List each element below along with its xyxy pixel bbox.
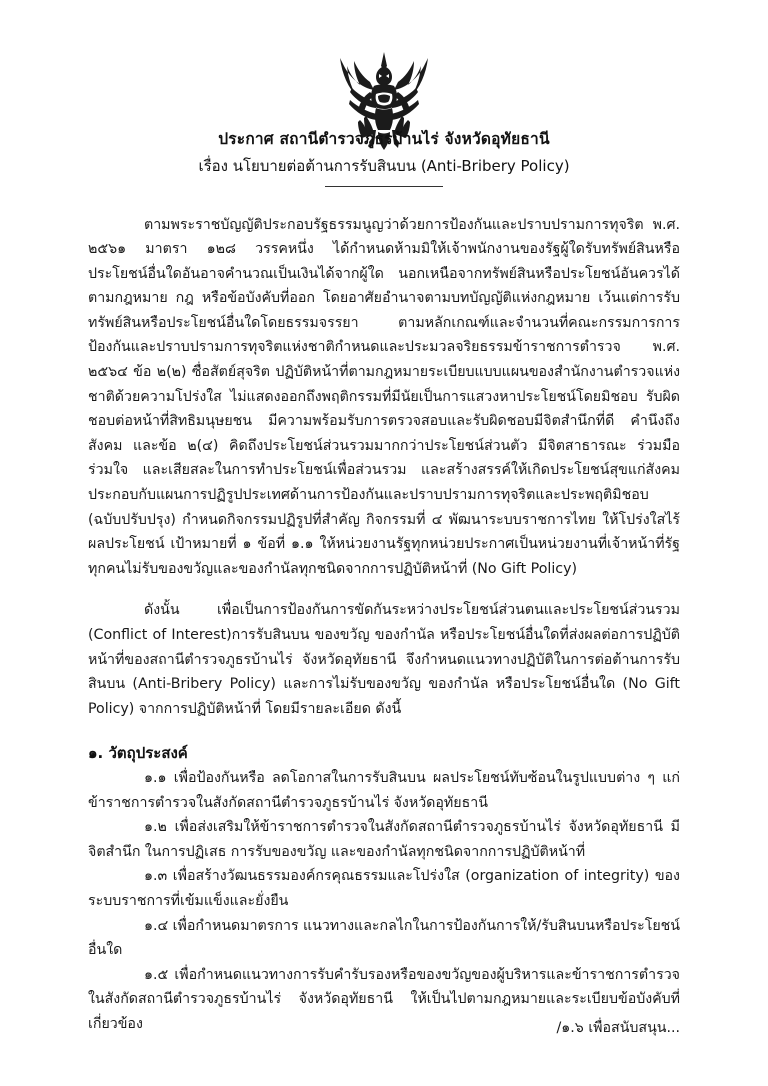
- objective-item-1-3: ๑.๓ เพื่อสร้างวัฒนธรรมองค์กรคุณธรรมและโปร่งใส (organization of integrity) ของระบบราชการที่เข้มแข็งและยั่งยืน: [88, 868, 680, 909]
- paragraph-2: ดังนั้น เพื่อเป็นการป้องกันการขัดกันระหว่างประโยชน์ส่วนตนและประโยชน์ส่วนรวม (Conflict of Interest)การรับสินบน ของขวัญ ของกำนัล หรือประโยชน์อื่นใดที่ส่งผลต่อการปฏิบัติหน้าที่ของสถานีตำรวจภูธรบ้านไร่ จังหวัดอุทัยธานี จึงกำหนดแนวทางปฏิบัติในการต่อต้านการรับสินบน (Anti-Bribery Policy) และการไม่รับของขวัญ ของกำนัล หรือประโยชน์อื่นใด (No Gift Policy) จากการปฏิบัติหน้าที่ โดยมีรายละเอียด ดังนี้: [88, 602, 680, 717]
- objective-item-1-2: ๑.๒ เพื่อส่งเสริมให้ข้าราชการตำรวจในสังกัดสถานีตำรวจภูธรบ้านไร่ จังหวัดอุทัยธานี มีจิตสำนึก ในการปฏิเสธ การรับของขวัญ และของกำนัลทุกชนิดจากการปฏิบัติหน้าที่: [88, 819, 680, 860]
- page-title: ประกาศ สถานีตำรวจภูธรบ้านไร่ จังหวัดอุทัยธานี: [218, 130, 550, 148]
- objective-item-1-5: ๑.๕ เพื่อกำหนดแนวทางการรับคำรับรองหรือของขวัญของผู้บริหารและข้าราชการตำรวจในสังกัดสถานีตำรวจภูธรบ้านไร่ จังหวัดอุทัยธานี ให้เป็นไปตามกฎหมายและระเบียบข้อบังคับที่เกี่ยวข้อง: [88, 966, 680, 1032]
- section-heading-objectives: ๑. วัตถุประสงค์: [88, 744, 188, 763]
- title-divider: [325, 186, 443, 187]
- emblem-container: [88, 0, 680, 126]
- document-body: [88, 213, 680, 1037]
- objective-item-1-4: ๑.๔ เพื่อกำหนดมาตรการ แนวทางและกลไกในการป้องกันการให้/รับสินบนหรือประโยชน์อื่นใด: [88, 917, 680, 959]
- page-subtitle: เรื่อง นโยบายต่อต้านการรับสินบน (Anti-Bribery Policy): [198, 157, 570, 176]
- title-block: [88, 128, 680, 187]
- continuation-note: /๑.๖ เพื่อสนับสนุน...: [556, 1020, 680, 1036]
- paragraph-1: ตามพระราชบัญญัติประกอบรัฐธรรมนูญว่าด้วยการป้องกันและปราบปรามการทุจริต พ.ศ. ๒๕๖๑ มาตรา ๑๒๘ วรรคหนึ่ง ได้กำหนดห้ามมิให้เจ้าพนักงานของรัฐผู้ใดรับทรัพย์สินหรือประโยชน์อื่นใดอันอาจคำนวณเป็นเงินได้จากผู้ใด นอกเหนือจากทรัพย์สินหรือประโยชน์อันควรได้ตามกฎหมาย กฎ หรือข้อบังคับที่ออก โดยอาศัยอำนาจตามบทบัญญัติแห่งกฎหมาย เว้นแต่การรับทรัพย์สินหรือประโยชน์อื่นใดโดยธรรมจรรยา ตามหลักเกณฑ์และจำนวนที่คณะกรรมการการป้องกันและปราบปรามการทุจริตแห่งชาติกำหนดและประมวลจริยธรรมข้าราชการตำรวจ พ.ศ. ๒๕๖๔ ข้อ ๒(๒) ซื่อสัตย์สุจริต ปฏิบัติหน้าที่ตามกฎหมายระเบียบแบบแผนของสำนักงานตำรวจแห่งชาติด้วยความโปร่งใส ไม่แสดงออกถึงพฤติกรรมที่มีนัยเป็นการแสวงหาประโยชน์โดยมิชอบ รับผิดชอบต่อหน้าที่สิทธิมนุษยชน มีความพร้อมรับการตรวจสอบและรับผิดชอบมีจิตสำนึกที่ดี คำนึงถึงสังคม และข้อ ๒(๔) คิดถึงประโยชน์ส่วนรวมมากกว่าประโยชน์ส่วนตัว มีจิตสาธารณะ ร่วมมือ ร่วมใจ และเสียสละในการทำประโยชน์เพื่อส่วนรวม และสร้างสรรค์ให้เกิดประโยชน์สุขแก่สังคม ประกอบกับแผนการปฏิรูปประเทศด้านการป้องกันและปราบปรามการทุจริตและประพฤติมิชอบ (ฉบับปรับปรุง) กำหนดกิจกรรมปฏิรูปที่สำคัญ กิจกรรมที่ ๔ พัฒนาระบบราชการไทย ให้โปร่งใสไร้ผลประโยชน์ เป้าหมายที่ ๑ ข้อที่ ๑.๑ ให้หน่วยงานรัฐทุกหน่วยประกาศเป็นหน่วยงานที่เจ้าหน้าที่รัฐทุกคนไม่รับของขวัญและของกำนัลทุกชนิดจากการปฏิบัติหน้าที่ (No Gift Policy): [88, 216, 680, 577]
- objective-item-1-1: ๑.๑ เพื่อป้องกันหรือ ลดโอกาสในการรับสินบน ผลประโยชน์ทับซ้อนในรูปแบบต่าง ๆ แก่ข้าราชการตำรวจในสังกัดสถานีตำรวจภูธรบ้านไร่ จังหวัดอุทัยธานี: [88, 769, 680, 811]
